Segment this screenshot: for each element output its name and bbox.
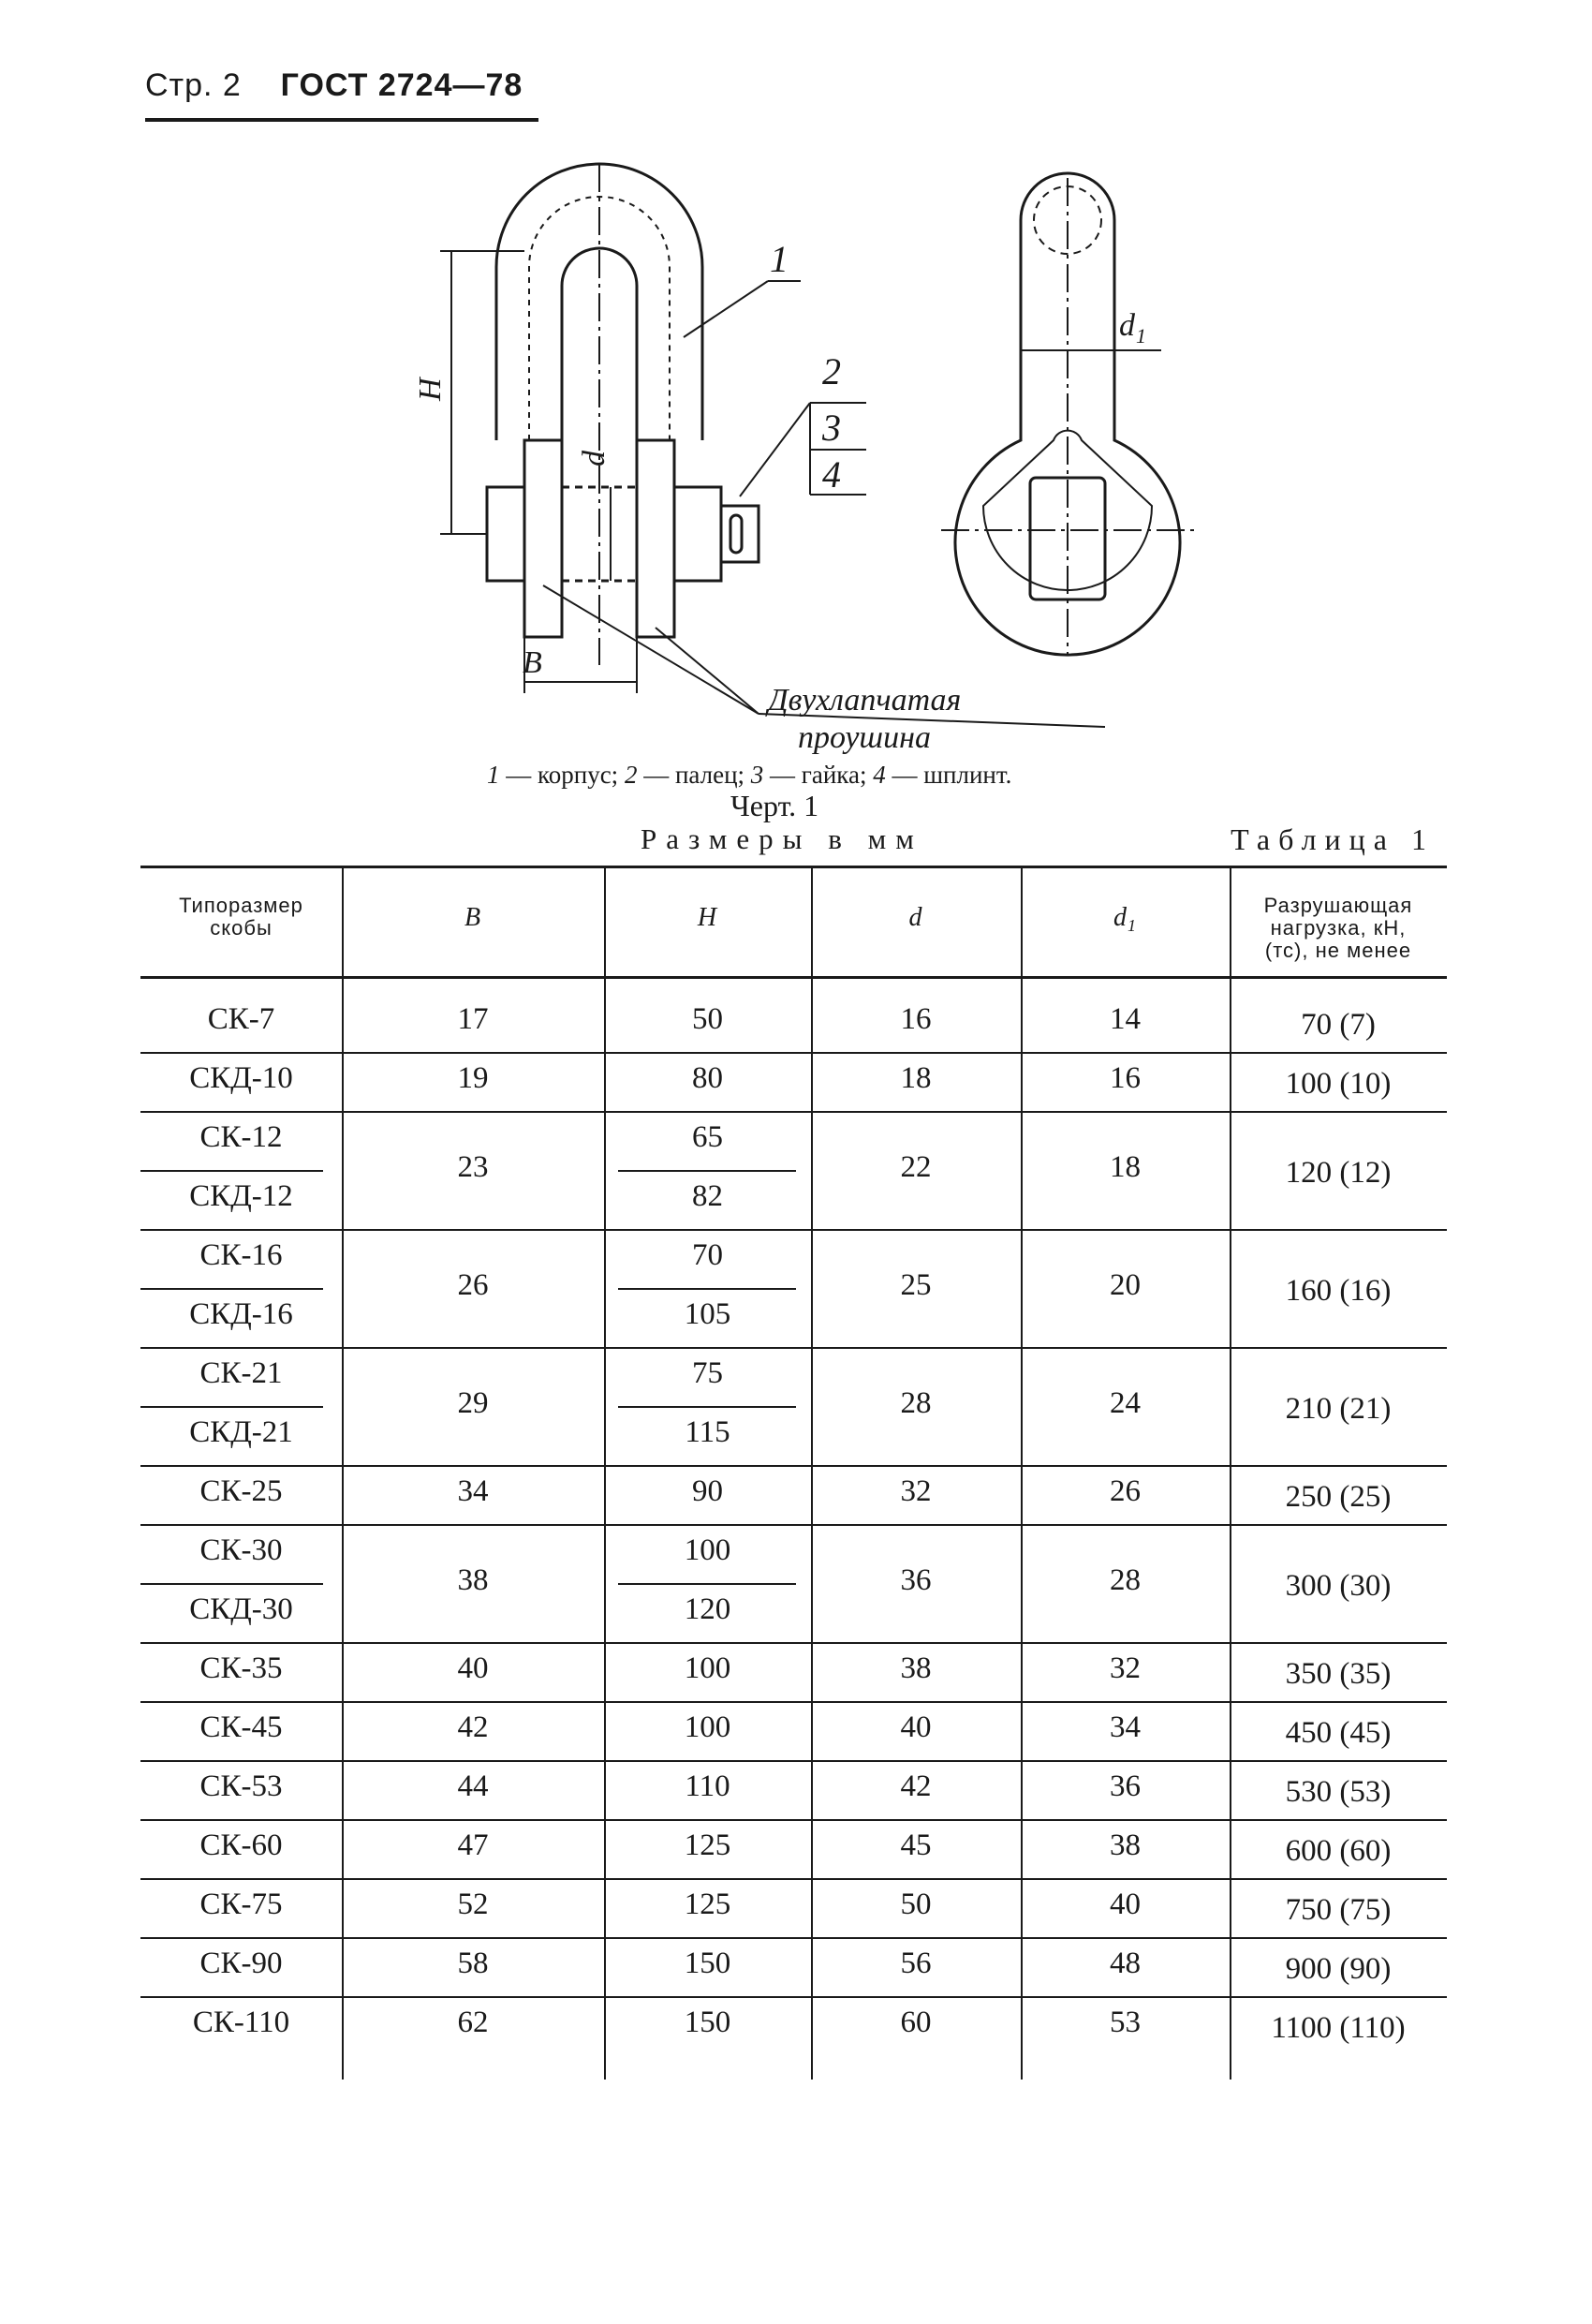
h-cell: 82 [692, 1179, 723, 1213]
size-cell: СК-60 [199, 1828, 283, 1862]
d-cell: 28 [900, 1385, 932, 1420]
page-number: Стр. 2 [145, 67, 242, 103]
load-cell: 120 (12) [1285, 1155, 1392, 1190]
h-cell: 150 [684, 2006, 731, 2039]
size-split-rule [140, 1288, 323, 1290]
row-rule [140, 1642, 1447, 1644]
d-cell: 25 [900, 1267, 932, 1302]
header-load: Разрушающая нагрузка, кН, (тс), не менее [1263, 894, 1413, 962]
d1-cell: 14 [1110, 1002, 1141, 1036]
load-cell: 600 (60) [1285, 1834, 1392, 1868]
d-cell: 56 [900, 1947, 932, 1980]
size-cell: СКД-16 [189, 1297, 293, 1331]
load-cell: 300 (30) [1285, 1568, 1392, 1603]
row-rule [140, 1465, 1447, 1467]
label-d1-sub: 1 [1136, 324, 1146, 348]
size-cell: СК-7 [207, 1002, 275, 1036]
cotter-pin [730, 515, 742, 553]
b-cell: 52 [457, 1887, 489, 1921]
size-split-rule [140, 1583, 323, 1585]
table-header-rule [140, 976, 1447, 979]
size-cell: СКД-30 [189, 1592, 293, 1626]
d-cell: 18 [900, 1061, 932, 1095]
d1-cell: 40 [1110, 1887, 1141, 1921]
row-rule [140, 1760, 1447, 1762]
load-cell: 450 (45) [1285, 1716, 1392, 1750]
d-cell: 45 [900, 1828, 932, 1862]
b-cell: 42 [457, 1710, 489, 1744]
h-cell: 150 [684, 1947, 731, 1980]
header-b: B [464, 903, 482, 932]
d1-cell: 26 [1110, 1474, 1141, 1508]
d1-cell: 18 [1110, 1149, 1141, 1184]
d-cell: 60 [900, 2006, 932, 2039]
b-cell: 40 [457, 1651, 489, 1685]
size-split-rule [140, 1170, 323, 1172]
d-cell: 22 [900, 1149, 932, 1184]
load-cell: 1100 (110) [1271, 2011, 1406, 2045]
size-cell: СКД-10 [189, 1061, 293, 1095]
header-size: Типоразмер скобы [179, 894, 303, 940]
table-caption: Таблица 1 [1231, 822, 1435, 856]
row-rule [140, 1052, 1447, 1054]
row-rule [140, 1347, 1447, 1349]
h-cell: 125 [684, 1887, 731, 1921]
b-cell: 44 [457, 1769, 489, 1803]
size-split-rule [140, 1406, 323, 1408]
h-cell: 125 [684, 1828, 731, 1862]
load-cell: 70 (7) [1301, 1008, 1376, 1042]
load-cell: 750 (75) [1285, 1893, 1392, 1927]
drawing-legend: 1 — корпус; 2 — палец; 3 — гайка; 4 — шплинт. [487, 761, 1012, 789]
label-lug-line2: проушина [798, 720, 931, 755]
h-split-rule [618, 1288, 796, 1290]
h-split-rule [618, 1406, 796, 1408]
size-cell: СК-53 [199, 1769, 283, 1803]
b-cell: 58 [457, 1947, 489, 1980]
d1-cell: 53 [1110, 2006, 1141, 2039]
row-rule [140, 1819, 1447, 1821]
load-cell: 210 (21) [1285, 1391, 1392, 1426]
d1-cell: 32 [1110, 1651, 1141, 1685]
load-cell: 160 (16) [1285, 1273, 1392, 1308]
label-b: B [523, 645, 542, 680]
size-cell: СКД-12 [189, 1179, 293, 1213]
label-h: H [413, 377, 448, 401]
d1-cell: 48 [1110, 1947, 1141, 1980]
b-cell: 19 [457, 1061, 489, 1095]
row-rule [140, 1111, 1447, 1113]
d-cell: 50 [900, 1887, 932, 1921]
b-cell: 38 [457, 1562, 489, 1597]
size-cell: СК-16 [199, 1238, 283, 1272]
d1-cell: 24 [1110, 1385, 1141, 1420]
h-split-rule [618, 1170, 796, 1172]
load-cell: 530 (53) [1285, 1775, 1392, 1809]
load-cell: 100 (10) [1285, 1067, 1392, 1101]
row-rule [140, 1996, 1447, 1998]
row-rule [140, 1229, 1447, 1231]
h-cell: 80 [692, 1061, 723, 1095]
d-cell: 38 [900, 1651, 932, 1685]
label-d1: d [1119, 308, 1135, 343]
nut [674, 487, 721, 581]
d-cell: 16 [900, 1002, 932, 1036]
size-cell: СК-35 [199, 1651, 283, 1685]
label-3: 3 [822, 407, 841, 449]
h-cell: 105 [684, 1297, 731, 1331]
d1-cell: 36 [1110, 1769, 1141, 1803]
document-code: ГОСТ 2724—78 [280, 67, 523, 103]
label-lug-line1: Двухлапчатая [768, 683, 962, 718]
size-cell: СК-12 [199, 1120, 283, 1154]
label-4: 4 [822, 453, 841, 496]
b-cell: 26 [457, 1267, 489, 1302]
size-cell: СК-90 [199, 1947, 283, 1980]
pin-head [487, 487, 524, 581]
h-cell: 100 [684, 1651, 731, 1685]
b-cell: 62 [457, 2006, 489, 2039]
d-cell: 40 [900, 1710, 932, 1744]
size-cell: СК-21 [199, 1356, 283, 1390]
d1-cell: 34 [1110, 1710, 1141, 1744]
b-cell: 29 [457, 1385, 489, 1420]
d-cell: 36 [900, 1562, 932, 1597]
shackle-drawing [0, 0, 1592, 843]
h-cell: 90 [692, 1474, 723, 1508]
b-cell: 23 [457, 1149, 489, 1184]
load-cell: 350 (35) [1285, 1657, 1392, 1691]
load-cell: 900 (90) [1285, 1952, 1392, 1986]
left-lug [524, 440, 562, 637]
row-rule [140, 1878, 1447, 1880]
h-cell: 115 [685, 1415, 730, 1449]
figure-caption: Черт. 1 [730, 789, 819, 822]
h-cell: 75 [692, 1356, 723, 1390]
b-cell: 34 [457, 1474, 489, 1508]
d1-cell: 28 [1110, 1562, 1141, 1597]
header-d1: $d_1$ [1113, 903, 1137, 935]
size-cell: СКД-21 [189, 1415, 293, 1449]
label-2: 2 [822, 350, 841, 392]
h-cell: 50 [692, 1002, 723, 1036]
b-cell: 17 [457, 1002, 489, 1036]
pin-end [721, 506, 759, 562]
header-h: H [697, 903, 718, 932]
b-cell: 47 [457, 1828, 489, 1862]
size-cell: СК-45 [199, 1710, 283, 1744]
d1-cell: 16 [1110, 1061, 1141, 1095]
h-cell: 100 [684, 1710, 731, 1744]
d-cell: 42 [900, 1769, 932, 1803]
row-rule [140, 1701, 1447, 1703]
right-lug [637, 440, 674, 637]
d-cell: 32 [900, 1474, 932, 1508]
h-cell: 70 [692, 1238, 723, 1272]
row-rule [140, 1524, 1447, 1526]
size-cell: СК-75 [199, 1887, 283, 1921]
units-caption: Размеры в мм [641, 822, 923, 855]
h-cell: 110 [685, 1769, 730, 1803]
h-cell: 65 [692, 1120, 723, 1154]
table-top-rule [140, 866, 1447, 868]
label-d: d [577, 451, 612, 466]
d1-cell: 38 [1110, 1828, 1141, 1862]
d1-cell: 20 [1110, 1267, 1141, 1302]
h-cell: 120 [684, 1592, 731, 1626]
size-cell: СК-30 [199, 1533, 283, 1567]
load-cell: 250 (25) [1285, 1480, 1392, 1514]
label-1: 1 [770, 238, 789, 280]
header-d: d [908, 903, 923, 932]
h-cell: 100 [684, 1533, 731, 1567]
h-split-rule [618, 1583, 796, 1585]
row-rule [140, 1937, 1447, 1939]
size-cell: СК-110 [192, 2006, 290, 2039]
size-cell: СК-25 [199, 1474, 283, 1508]
